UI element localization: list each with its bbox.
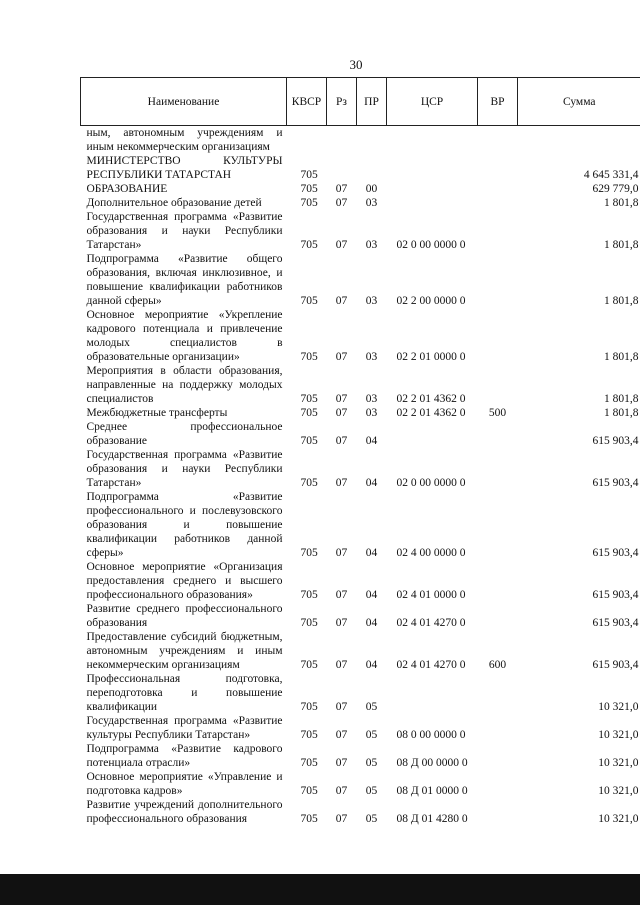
cell-csr — [387, 182, 478, 196]
cell-vr — [478, 602, 518, 630]
cell-vr — [478, 196, 518, 210]
cell-kvsr: 705 — [300, 729, 318, 741]
cell-sum: 1 801,8 — [604, 407, 639, 419]
cell-vr — [478, 210, 518, 252]
cell-csr — [387, 672, 478, 714]
cell-csr: 02 2 01 4362 0 — [396, 407, 466, 419]
cell-vr — [478, 126, 518, 155]
cell-sum: 1 801,8 — [604, 295, 639, 307]
cell-csr: 02 4 01 0000 0 — [396, 589, 466, 601]
cell-sum: 615 903,4 — [592, 589, 639, 601]
cell-pr: 00 — [365, 183, 378, 195]
cell-name: Государственная программа «Развитие образования и науки Республики Татарстан» — [86, 449, 283, 489]
cell-kvsr: 705 — [300, 183, 318, 195]
scan-bottom-edge — [0, 874, 640, 905]
cell-kvsr: 705 — [300, 197, 318, 209]
cell-sum: 10 321,0 — [598, 757, 639, 769]
cell-kvsr: 705 — [300, 477, 318, 489]
cell-name: Государственная программа «Развитие образования и науки Республики Татарстан» — [86, 211, 283, 251]
cell-sum: 10 321,0 — [598, 729, 639, 741]
cell-csr: 02 2 00 0000 0 — [396, 295, 466, 307]
cell-name: Основное мероприятие «Организация предоставления среднего и высшего профессионального образования» — [86, 561, 283, 601]
table-row — [81, 798, 640, 826]
table-row — [81, 154, 640, 182]
cell-vr — [478, 798, 518, 826]
cell-vr — [478, 364, 518, 406]
cell-pr: 04 — [365, 617, 378, 629]
cell-name: Предоставление субсидий бюджетным, автономным учреждениям и иным некоммерческим организациям — [86, 631, 283, 671]
cell-kvsr: 705 — [300, 393, 318, 405]
cell-kvsr: 705 — [300, 617, 318, 629]
cell-vr — [478, 420, 518, 448]
cell-kvsr: 705 — [300, 295, 318, 307]
cell-name: Подпрограмма «Развитие кадрового потенциала отрасли» — [86, 743, 283, 769]
cell-rz: 07 — [335, 239, 348, 251]
cell-pr — [357, 154, 387, 182]
table-row — [81, 448, 640, 490]
cell-vr — [478, 770, 518, 798]
cell-name: Основное мероприятие «Укрепление кадрового потенциала и привлечение молодых специалистов в образовательные организации» — [86, 309, 283, 363]
cell-rz: 07 — [335, 617, 348, 629]
cell-pr — [357, 126, 387, 155]
cell-csr: 08 Д 01 4280 0 — [396, 813, 468, 825]
cell-vr: 500 — [488, 407, 507, 419]
cell-kvsr: 705 — [300, 351, 318, 363]
cell-kvsr: 705 — [300, 407, 318, 419]
cell-vr — [478, 182, 518, 196]
table-row — [81, 364, 640, 406]
cell-vr: 600 — [488, 659, 507, 671]
header-sum: Сумма — [518, 78, 640, 126]
cell-csr: 02 4 00 0000 0 — [396, 547, 466, 559]
cell-rz: 07 — [335, 197, 348, 209]
cell-kvsr: 705 — [300, 785, 318, 797]
cell-pr: 04 — [365, 435, 378, 447]
cell-name: Профессиональная подготовка, переподготовка и повышение квалификации — [86, 673, 283, 713]
cell-rz: 07 — [335, 183, 348, 195]
cell-pr: 03 — [365, 393, 378, 405]
table-row — [81, 252, 640, 308]
cell-name: Основное мероприятие «Управление и подготовка кадров» — [86, 771, 283, 797]
cell-sum: 615 903,4 — [592, 547, 639, 559]
cell-pr: 04 — [365, 659, 378, 671]
cell-csr: 02 2 01 4362 0 — [396, 393, 466, 405]
cell-csr: 02 2 01 0000 0 — [396, 351, 466, 363]
cell-kvsr: 705 — [300, 659, 318, 671]
table-row — [81, 406, 640, 420]
cell-sum: 1 801,8 — [604, 239, 639, 251]
cell-csr — [387, 196, 478, 210]
cell-rz: 07 — [335, 785, 348, 797]
table-row — [81, 490, 640, 560]
cell-kvsr: 705 — [300, 813, 318, 825]
cell-name: Подпрограмма «Развитие профессионального и послевузовского образования и повышение квалификации работников данной сферы» — [86, 491, 283, 559]
cell-csr: 08 0 00 0000 0 — [396, 729, 466, 741]
cell-rz — [327, 126, 357, 155]
cell-pr: 03 — [365, 295, 378, 307]
cell-pr: 03 — [365, 351, 378, 363]
cell-pr: 03 — [365, 197, 378, 209]
cell-kvsr: 705 — [300, 547, 318, 559]
table-row — [81, 672, 640, 714]
cell-sum: 1 801,8 — [604, 351, 639, 363]
cell-name: Межбюджетные трансферты — [86, 407, 228, 419]
page-number: 30 — [349, 57, 363, 72]
cell-rz: 07 — [335, 407, 348, 419]
cell-rz: 07 — [335, 659, 348, 671]
cell-sum: 629 779,0 — [592, 183, 639, 195]
cell-kvsr: 705 — [300, 239, 318, 251]
table-row — [81, 126, 640, 155]
budget-table — [80, 77, 640, 826]
cell-vr — [478, 154, 518, 182]
cell-sum: 615 903,4 — [592, 659, 639, 671]
cell-vr — [478, 560, 518, 602]
cell-rz: 07 — [335, 393, 348, 405]
cell-sum: 4 645 331,4 — [583, 169, 639, 181]
table-row — [81, 770, 640, 798]
cell-rz — [327, 154, 357, 182]
header-vr: ВР — [478, 78, 518, 126]
cell-pr: 04 — [365, 547, 378, 559]
cell-sum: 615 903,4 — [592, 477, 639, 489]
cell-name: Государственная программа «Развитие культуры Республики Татарстан» — [86, 715, 283, 741]
cell-sum: 615 903,4 — [592, 617, 639, 629]
cell-name: ОБРАЗОВАНИЕ — [86, 183, 168, 195]
cell-pr: 03 — [365, 407, 378, 419]
table-row — [81, 210, 640, 252]
cell-pr: 04 — [365, 589, 378, 601]
table-body — [81, 126, 640, 827]
cell-pr: 05 — [365, 701, 378, 713]
cell-sum: 1 801,8 — [604, 197, 639, 209]
table-row — [81, 630, 640, 672]
cell-vr — [478, 252, 518, 308]
cell-csr — [387, 126, 478, 155]
cell-sum: 10 321,0 — [598, 701, 639, 713]
cell-name: ным, автономным учреждениям и иным некоммерческим организациям — [86, 127, 283, 153]
cell-csr: 02 4 01 4270 0 — [396, 659, 466, 671]
cell-kvsr: 705 — [300, 435, 318, 447]
cell-csr: 08 Д 00 0000 0 — [396, 757, 468, 769]
cell-name: Мероприятия в области образования, направленные на поддержку молодых специалистов — [86, 365, 283, 405]
cell-rz: 07 — [335, 813, 348, 825]
cell-sum: 10 321,0 — [598, 813, 639, 825]
table-row — [81, 196, 640, 210]
table-header-row — [81, 78, 640, 126]
cell-csr: 08 Д 01 0000 0 — [396, 785, 468, 797]
cell-vr — [478, 714, 518, 742]
table-row — [81, 714, 640, 742]
cell-pr: 05 — [365, 813, 378, 825]
cell-kvsr: 705 — [300, 701, 318, 713]
cell-csr: 02 4 01 4270 0 — [396, 617, 466, 629]
cell-csr: 02 0 00 0000 0 — [396, 239, 466, 251]
header-csr: ЦСР — [387, 78, 478, 126]
cell-rz: 07 — [335, 477, 348, 489]
cell-kvsr: 705 — [300, 169, 318, 181]
table-row — [81, 560, 640, 602]
header-kvsr: КВСР — [287, 78, 327, 126]
cell-pr: 05 — [365, 757, 378, 769]
cell-pr: 05 — [365, 729, 378, 741]
table-row — [81, 182, 640, 196]
table-row — [81, 308, 640, 364]
cell-name: Развитие среднего профессионального образования — [86, 603, 283, 629]
header-pr: ПР — [357, 78, 387, 126]
cell-rz: 07 — [335, 295, 348, 307]
cell-pr: 05 — [365, 785, 378, 797]
cell-sum: 615 903,4 — [592, 435, 639, 447]
cell-sum: 1 801,8 — [604, 393, 639, 405]
cell-name: Среднее профессиональное образование — [86, 421, 283, 447]
cell-name: Развитие учреждений дополнительного профессионального образования — [86, 799, 283, 825]
cell-rz: 07 — [335, 435, 348, 447]
cell-vr — [478, 672, 518, 714]
cell-rz: 07 — [335, 729, 348, 741]
cell-vr — [478, 308, 518, 364]
cell-pr: 03 — [365, 239, 378, 251]
cell-rz: 07 — [335, 701, 348, 713]
cell-name: Подпрограмма «Развитие общего образования, включая инклюзивное, и повышение квалификации работников данной сферы» — [86, 253, 283, 307]
table-row — [81, 742, 640, 770]
table-row — [81, 602, 640, 630]
cell-rz: 07 — [335, 589, 348, 601]
cell-kvsr: 705 — [300, 589, 318, 601]
cell-kvsr: 705 — [300, 757, 318, 769]
cell-name: Дополнительное образование детей — [86, 197, 262, 209]
header-rz: Рз — [327, 78, 357, 126]
table-row — [81, 420, 640, 448]
cell-rz: 07 — [335, 351, 348, 363]
cell-csr — [387, 154, 478, 182]
cell-rz: 07 — [335, 547, 348, 559]
cell-vr — [478, 742, 518, 770]
cell-vr — [478, 448, 518, 490]
cell-sum: 10 321,0 — [598, 785, 639, 797]
cell-vr — [478, 490, 518, 560]
cell-name: МИНИСТЕРСТВО КУЛЬТУРЫ РЕСПУБЛИКИ ТАТАРСТАН — [86, 155, 283, 181]
cell-rz: 07 — [335, 757, 348, 769]
cell-kvsr — [287, 126, 327, 155]
header-name: Наименование — [81, 78, 287, 126]
cell-pr: 04 — [365, 477, 378, 489]
cell-csr: 02 0 00 0000 0 — [396, 477, 466, 489]
cell-sum — [518, 126, 640, 155]
cell-csr — [387, 420, 478, 448]
